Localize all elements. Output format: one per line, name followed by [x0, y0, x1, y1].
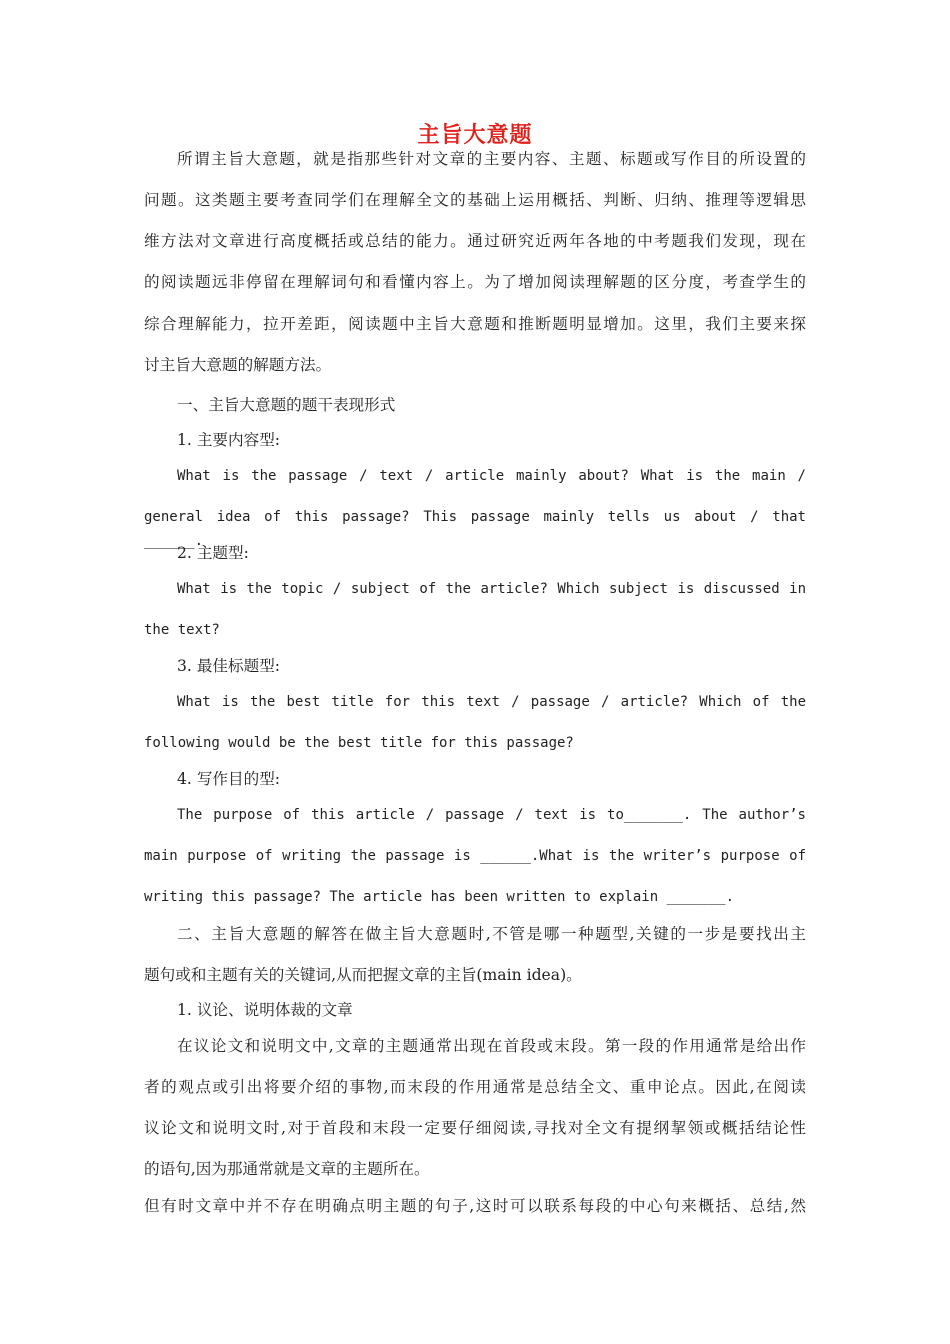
example-line: What is the topic / subject of the article? Which subject is discussed in: [177, 581, 806, 597]
paragraph-line: 的语句,因为那通常就是文章的主题所在。: [144, 1160, 430, 1178]
paragraph-line: 综合理解能力，拉开差距，阅读题中主旨大意题和推断题明显增加。这里，我们主要来探: [144, 315, 806, 333]
paragraph-line: 者的观点或引出将要介绍的事物,而末段的作用通常是总结全文、重申论点。因此,在阅读: [144, 1078, 806, 1096]
subheading: 1. 主要内容型:: [177, 431, 281, 449]
example-line: writing this passage? The article has been written to explain _______.: [144, 889, 735, 905]
example-line: main purpose of writing the passage is ______.What is the writer’s purpose of: [144, 848, 806, 864]
paragraph-line: 题句或和主题有关的关键词,从而把握文章的主旨(main idea)。: [144, 966, 582, 984]
paragraph-line: 所谓主旨大意题，就是指那些针对文章的主要内容、主题、标题或写作目的所设置的: [177, 150, 806, 168]
subheading: 3. 最佳标题型:: [177, 657, 281, 675]
paragraph-line: 议论文和说明文时,对于首段和末段一定要仔细阅读,寻找对全文有提纲挈领或概括结论性: [144, 1119, 806, 1137]
example-line: general idea of this passage? This passage mainly tells us about / that ______.: [144, 509, 806, 549]
example-line: The purpose of this article / passage / text is to_______. The author’s: [177, 807, 806, 823]
paragraph-line: 在议论文和说明文中,文章的主题通常出现在首段或末段。第一段的作用通常是给出作: [177, 1037, 806, 1055]
example-line: the text?: [144, 622, 220, 638]
paragraph-line: 讨主旨大意题的解题方法。: [144, 356, 332, 374]
paragraph-line: 但有时文章中并不存在明确点明主题的句子,这时可以联系每段的中心句来概括、总结,然: [144, 1197, 806, 1215]
paragraph-line: 的阅读题远非停留在理解词句和看懂内容上。为了增加阅读理解题的区分度，考查学生的: [144, 273, 806, 291]
subheading: 1. 议论、说明体裁的文章: [177, 1001, 353, 1019]
example-line: following would be the best title for this passage?: [144, 735, 574, 751]
example-line: What is the best title for this text / passage / article? Which of the: [177, 694, 806, 710]
paragraph-line: 维方法对文章进行高度概括或总结的能力。通过研究近两年各地的中考题我们发现，现在: [144, 232, 806, 250]
paragraph-line: 问题。这类题主要考查同学们在理解全文的基础上运用概括、判断、归纳、推理等逻辑思: [144, 191, 806, 209]
subheading: 4. 写作目的型:: [177, 770, 281, 788]
subheading: 2. 主题型:: [177, 544, 249, 562]
document-title: 主旨大意题: [417, 123, 533, 148]
example-line: What is the passage / text / article mainly about? What is the main /: [177, 468, 806, 484]
section-heading: 二、主旨大意题的解答在做主旨大意题时,不管是哪一种题型,关键的一步是要找出主: [177, 925, 806, 943]
section-heading: 一、主旨大意题的题干表现形式: [177, 396, 396, 414]
